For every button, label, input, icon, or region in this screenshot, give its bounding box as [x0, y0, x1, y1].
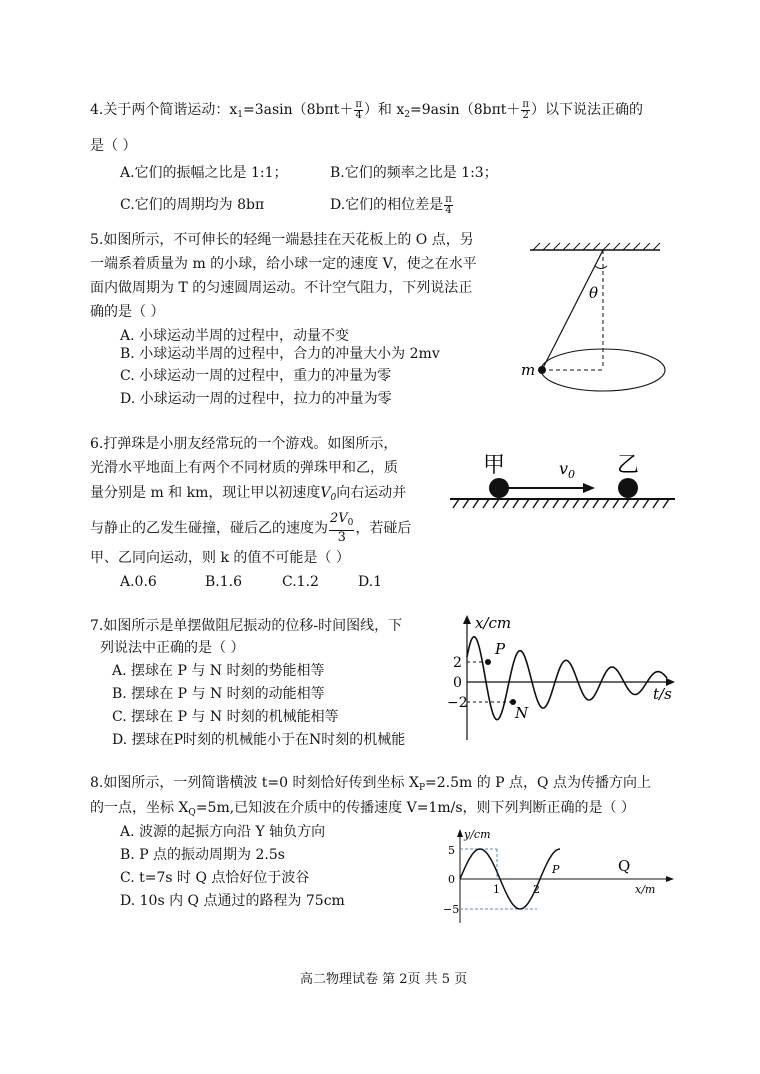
q6-stem-line4: 与静止的乙发生碰撞，碰后乙的速度为 $\frac{2V_0}{3}$ ，若碰后: [90, 511, 412, 545]
graph8-tick-5: 5: [448, 844, 455, 857]
q5-option-c: C. 小球运动一周的过程中，重力的冲量为零: [120, 368, 392, 384]
graph8-x-label: x/m: [635, 883, 656, 896]
q4-option-c: C.它们的周期均为 8bπ: [120, 197, 265, 213]
graph8-y-arrow: [457, 829, 463, 837]
q4-option-d: D.它们的相位差是 $\frac{\pi}{4}$: [330, 193, 452, 216]
angle-arc: [595, 266, 607, 269]
graph7-p-label: P: [495, 640, 506, 658]
q6-option-b: B.1.6: [205, 574, 243, 590]
graph8-tick-neg5: −5: [443, 903, 460, 916]
q6-stem-line2: 光滑水平地面上有两个不同材质的弹珠甲和乙，质: [90, 460, 398, 476]
q4-stem-line2: 是（ ）: [90, 138, 137, 154]
q5-stem-line2: 一端系着质量为 m 的小球，给小球一定的速度 V，使之在水平: [90, 256, 477, 272]
marble-jia: [489, 478, 509, 498]
q7-option-a: A. 摆球在 P 与 N 时刻的势能相等: [112, 663, 325, 679]
graph7-tick-0: 0: [453, 675, 462, 691]
damped-oscillation-graph: [445, 612, 685, 747]
page-footer: 高二物理试卷 第 2页 共 5 页: [300, 972, 468, 987]
q4-stem-line1: 4.关于两个简谐运动：$x_1=3asin(8b\pi t+$ $\frac{\pi}{4}$ ）和 $x_2=9asin(8b\pi t+$ $\frac{\pi}{2}$ ）以下说法正确的: [90, 98, 643, 121]
conical-pendulum-figure: [515, 238, 685, 398]
q4-option-b: B.它们的频率之比是 1:3；: [330, 165, 498, 181]
graph8-p-label: P: [552, 863, 560, 876]
q4-option-a: A.它们的振幅之比是 1:1；: [120, 165, 288, 181]
graph7-point-p: [485, 659, 491, 665]
q8-stem-line1: 8.如图所示，一列简谐横波 t=0 时刻恰好传到坐标 $X_P=2.5m$ 的 P 点，Q 点为传播方向上: [90, 775, 651, 793]
graph7-y-arrow: [463, 615, 471, 624]
marble-yi: [618, 478, 638, 498]
q5-stem-line3: 面内做周期为 T 的匀速圆周运动。不计空气阻力，下列说法正: [90, 280, 473, 296]
q8-option-a: A. 波源的起振方向沿 Y 轴负方向: [120, 824, 326, 840]
graph8-y-label: y/cm: [464, 828, 491, 841]
q6-stem-line3: 量分别是 m 和 km，现让甲以初速度$V_0$向右运动并: [90, 485, 407, 503]
ceiling-hatch: [533, 243, 660, 250]
q5-stem-line1: 5.如图所示，不可伸长的轻绳一端悬挂在天花板上的 O 点，另: [90, 232, 474, 248]
q5-option-a: A. 小球运动半周的过程中，动量不变: [120, 328, 350, 344]
q7-stem-line1: 7.如图所示是单摆做阻尼振动的位移-时间图线，下: [90, 618, 403, 634]
graph7-n-label: N: [515, 704, 529, 722]
graph7-y-label: x/cm: [475, 614, 512, 632]
graph7-x-label: t/s: [653, 685, 672, 703]
q5-stem-line4: 确的是（ ）: [90, 304, 165, 320]
q7-stem-line2: 列说法中正确的是（ ）: [100, 640, 245, 656]
q8-option-c: C. t=7s 时 Q 点恰好位于波谷: [120, 870, 310, 886]
q6-stem-line1: 6.打弹珠是小朋友经常玩的一个游戏。如图所示，: [90, 436, 398, 452]
q5-option-b: B. 小球运动半周的过程中，合力的冲量大小为 2mv: [120, 346, 440, 362]
graph8-x-arrow: [666, 876, 674, 882]
q8-stem-line2: 的一点，坐标 $X_Q=5m$,已知波在介质中的传播速度 V=1m/s，则下列判断正确的是（ ）: [90, 800, 635, 818]
q6-option-c: C.1.2: [282, 574, 319, 590]
wave-graph: [430, 825, 680, 925]
graph8-tick-0: 0: [448, 873, 455, 886]
jia-label: 甲: [483, 453, 506, 478]
graph8-tick-x1: 1: [493, 883, 500, 896]
q8-option-b: B. P 点的振动周期为 2.5s: [120, 847, 285, 863]
q6-option-a: A.0.6: [120, 574, 157, 590]
velocity-arrow-head: [583, 483, 595, 493]
q8-option-d: D. 10s 内 Q 点通过的路程为 75cm: [120, 893, 345, 909]
yi-label: 乙: [617, 453, 640, 478]
ball: [538, 366, 546, 374]
marbles-figure: [445, 446, 680, 516]
graph8-q-label: Q: [618, 857, 631, 875]
q7-option-d: D. 摆球在P时刻的机械能小于在N时刻的机械能: [112, 732, 406, 748]
graph8-tick-x2: 2: [533, 883, 540, 896]
ground-hatch: [453, 499, 669, 508]
mass-label: m: [521, 361, 536, 379]
theta-label: θ: [589, 284, 599, 302]
q5-option-d: D. 小球运动一周的过程中，拉力的冲量为零: [120, 391, 392, 407]
q7-option-b: B. 摆球在 P 与 N 时刻的动能相等: [112, 686, 325, 702]
q7-option-c: C. 摆球在 P 与 N 时刻的机械能相等: [112, 709, 339, 725]
velocity-label: $v_0$: [559, 459, 576, 481]
q6-stem-line5: 甲、乙同向运动，则 k 的值不可能是（ ）: [90, 550, 350, 566]
q6-option-d: D.1: [358, 574, 383, 590]
graph7-tick-neg2: −2: [447, 695, 468, 711]
graph7-tick-2: 2: [453, 655, 462, 671]
